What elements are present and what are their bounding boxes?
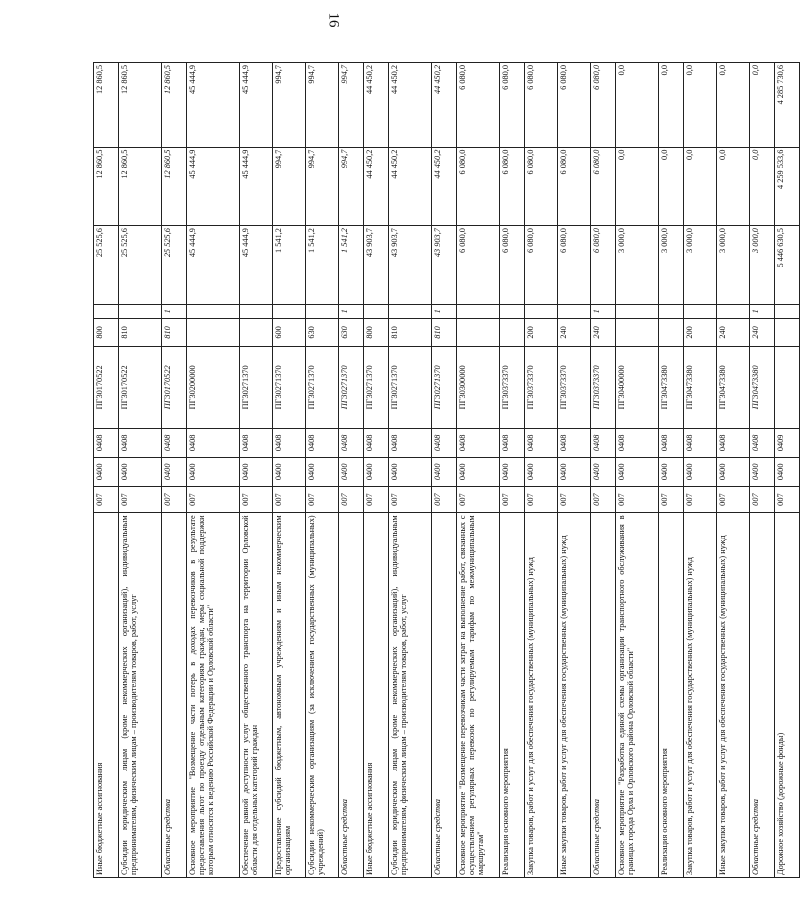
cell-c3: 0408 (616, 428, 659, 457)
cell-v1: 43 903,7 (432, 226, 457, 304)
cell-v2: 44 450,2 (364, 147, 389, 225)
cell-v1: 1 541,2 (273, 226, 306, 304)
cell-v2: 45 444,9 (187, 147, 240, 225)
cell-c3: 0409 (775, 428, 800, 457)
cell-name: Областные средства (339, 513, 364, 878)
cell-v2: 6 080,0 (591, 147, 616, 225)
cell-c3: 0408 (750, 428, 775, 457)
cell-c4: ПГ30400000 (616, 346, 659, 428)
cell-c1: 007 (750, 486, 775, 513)
cell-c1: 007 (162, 486, 187, 513)
cell-v3: 0,0 (659, 63, 684, 148)
cell-name: Иные закупки товаров, работ и услуг для обеспечения государственных (муниципальных) нужд (717, 513, 750, 878)
cell-v3: 6 080,0 (457, 63, 500, 148)
cell-v2: 44 450,2 (432, 147, 457, 225)
cell-c5: 800 (364, 319, 389, 347)
cell-v1: 25 525,6 (162, 226, 187, 304)
cell-v3: 994,7 (306, 63, 339, 148)
cell-v3: 44 450,2 (389, 63, 432, 148)
cell-c3: 0408 (525, 428, 558, 457)
cell-c3: 0408 (558, 428, 591, 457)
cell-c1: 007 (339, 486, 364, 513)
cell-v2: 0,0 (717, 147, 750, 225)
cell-c2: 0400 (750, 457, 775, 486)
cell-v3: 994,7 (273, 63, 306, 148)
cell-c3: 0408 (94, 428, 119, 457)
cell-v3: 6 080,0 (525, 63, 558, 148)
cell-v1: 6 080,0 (558, 226, 591, 304)
cell-c1: 007 (775, 486, 800, 513)
table-row (775, 63, 800, 878)
cell-c4: ПГ30271370 (339, 346, 364, 428)
cell-v1: 3 000,0 (659, 226, 684, 304)
cell-c4: ПГ30271370 (432, 346, 457, 428)
cell-c3: 0408 (457, 428, 500, 457)
table-row (591, 63, 616, 878)
cell-v1: 1 541,2 (306, 226, 339, 304)
cell-c3: 0408 (162, 428, 187, 457)
cell-c2: 0400 (525, 457, 558, 486)
cell-c3: 0408 (591, 428, 616, 457)
cell-c4: ПГ30170522 (162, 346, 187, 428)
cell-c2: 0400 (500, 457, 525, 486)
cell-c6: 1 (432, 304, 457, 318)
cell-c4: ПГ30271370 (364, 346, 389, 428)
cell-c4: ПГ30373370 (525, 346, 558, 428)
cell-v1: 45 444,9 (240, 226, 273, 304)
cell-name: Основное мероприятие "Возмещение части потерь в доходах перевозчиков в результате предоставления льгот по проезду отдельным категориям граждан, меры социальной поддержки которым относятся к ведению Российской Федерации и Орловской области" (187, 513, 240, 878)
cell-c6 (659, 304, 684, 318)
cell-c6 (616, 304, 659, 318)
cell-name: Реализация основного мероприятия (500, 513, 525, 878)
cell-c5: 810 (432, 319, 457, 347)
cell-c6 (240, 304, 273, 318)
cell-v3: 0,0 (717, 63, 750, 148)
cell-c2: 0400 (432, 457, 457, 486)
cell-c1: 007 (457, 486, 500, 513)
cell-c4: ПГ30373370 (500, 346, 525, 428)
cell-c3: 0408 (119, 428, 162, 457)
cell-c5 (187, 319, 240, 347)
cell-c3: 0408 (684, 428, 717, 457)
cell-v1: 6 080,0 (525, 226, 558, 304)
cell-c6 (187, 304, 240, 318)
cell-name: Субсидии юридическим лицам (кроме некоммерческих организаций), индивидуальным предпринимателям, физическим лицам – производителям товаров, работ, услуг (389, 513, 432, 878)
cell-v1: 3 000,0 (684, 226, 717, 304)
cell-v3: 44 450,2 (364, 63, 389, 148)
table-row (339, 63, 364, 878)
cell-name: Реализация основного мероприятия (659, 513, 684, 878)
table-row (119, 63, 162, 878)
cell-name: Областные средства (162, 513, 187, 878)
cell-c5: 800 (94, 319, 119, 347)
cell-c6 (684, 304, 717, 318)
cell-c2: 0400 (240, 457, 273, 486)
cell-c5 (616, 319, 659, 347)
cell-v1: 25 525,6 (94, 226, 119, 304)
cell-c4: ПГ30373370 (558, 346, 591, 428)
cell-c4: ПГ30200000 (187, 346, 240, 428)
cell-c1: 007 (364, 486, 389, 513)
cell-c1: 007 (591, 486, 616, 513)
cell-c2: 0400 (684, 457, 717, 486)
cell-c4: ПГ30271370 (273, 346, 306, 428)
cell-c6: 1 (339, 304, 364, 318)
cell-v2: 0,0 (684, 147, 717, 225)
cell-c3: 0408 (432, 428, 457, 457)
cell-c5 (240, 319, 273, 347)
cell-v3: 12 860,5 (162, 63, 187, 148)
page-number-text: 16 (325, 12, 342, 28)
cell-c2: 0400 (273, 457, 306, 486)
table-row (457, 63, 500, 878)
cell-c5: 630 (306, 319, 339, 347)
cell-c6 (389, 304, 432, 318)
cell-v2: 12 860,5 (119, 147, 162, 225)
cell-v3: 0,0 (684, 63, 717, 148)
cell-c3: 0408 (717, 428, 750, 457)
cell-c4: ПГ30271370 (306, 346, 339, 428)
table-row (558, 63, 591, 878)
cell-c5 (775, 319, 800, 347)
table-row (306, 63, 339, 878)
table-row (187, 63, 240, 878)
cell-c6 (364, 304, 389, 318)
cell-v2: 4 259 533,6 (775, 147, 800, 225)
cell-c4: ПГ30170522 (94, 346, 119, 428)
cell-v1: 6 080,0 (591, 226, 616, 304)
cell-v2: 6 080,0 (558, 147, 591, 225)
cell-v3: 6 080,0 (558, 63, 591, 148)
cell-c5: 200 (684, 319, 717, 347)
table-row (240, 63, 273, 878)
cell-v2: 12 860,5 (94, 147, 119, 225)
cell-v3: 6 080,0 (500, 63, 525, 148)
cell-name: Субсидии некоммерческим организациям (за исключением государственных (муниципальных) учреждений) (306, 513, 339, 878)
cell-c5: 240 (750, 319, 775, 347)
cell-v2: 0,0 (659, 147, 684, 225)
cell-c1: 007 (306, 486, 339, 513)
cell-c4: ПГ30300000 (457, 346, 500, 428)
cell-v1: 43 903,7 (389, 226, 432, 304)
cell-c2: 0400 (364, 457, 389, 486)
cell-c6 (558, 304, 591, 318)
cell-v1: 25 525,6 (119, 226, 162, 304)
rotated-page (93, 62, 800, 878)
cell-name: Областные средства (432, 513, 457, 878)
cell-v2: 6 080,0 (457, 147, 500, 225)
cell-c1: 007 (273, 486, 306, 513)
cell-c6 (525, 304, 558, 318)
cell-c2: 0400 (717, 457, 750, 486)
cell-c1: 007 (94, 486, 119, 513)
cell-c3: 0408 (240, 428, 273, 457)
cell-v2: 994,7 (306, 147, 339, 225)
cell-v1: 3 000,0 (616, 226, 659, 304)
cell-v2: 6 080,0 (500, 147, 525, 225)
cell-v3: 6 080,0 (591, 63, 616, 148)
cell-name: Областные средства (750, 513, 775, 878)
cell-v3: 12 860,5 (119, 63, 162, 148)
cell-c4: ПГ30473380 (684, 346, 717, 428)
cell-c2: 0400 (94, 457, 119, 486)
cell-c1: 007 (558, 486, 591, 513)
cell-name: Субсидии юридическим лицам (кроме некоммерческих организаций), индивидуальным предпринимателям, физическим лицам – производителям товаров, работ, услуг (119, 513, 162, 878)
cell-c4 (775, 346, 800, 428)
cell-c5 (457, 319, 500, 347)
table-row (162, 63, 187, 878)
cell-c3: 0408 (273, 428, 306, 457)
cell-v2: 12 860,5 (162, 147, 187, 225)
table-row (717, 63, 750, 878)
cell-v3: 0,0 (750, 63, 775, 148)
cell-v2: 0,0 (750, 147, 775, 225)
cell-c4: ПГ30271370 (389, 346, 432, 428)
cell-v3: 44 450,2 (432, 63, 457, 148)
cell-c2: 0400 (775, 457, 800, 486)
cell-name: Иные закупки товаров, работ и услуг для обеспечения государственных (муниципальных) нужд (558, 513, 591, 878)
table-row (684, 63, 717, 878)
table-body (94, 63, 800, 878)
cell-c5: 200 (525, 319, 558, 347)
cell-c6: 1 (750, 304, 775, 318)
cell-c4: ПГ30170522 (119, 346, 162, 428)
cell-v2: 994,7 (339, 147, 364, 225)
cell-c1: 007 (616, 486, 659, 513)
cell-c6 (119, 304, 162, 318)
cell-c6 (717, 304, 750, 318)
cell-c5 (659, 319, 684, 347)
cell-c4: ПГ30271370 (240, 346, 273, 428)
cell-c6 (500, 304, 525, 318)
table-row (94, 63, 119, 878)
cell-name: Закупка товаров, работ и услуг для обеспечения государственных (муниципальных) нужд (525, 513, 558, 878)
cell-v1: 3 000,0 (717, 226, 750, 304)
cell-c2: 0400 (616, 457, 659, 486)
cell-c3: 0408 (339, 428, 364, 457)
cell-c5: 810 (119, 319, 162, 347)
cell-v2: 0,0 (616, 147, 659, 225)
cell-name: Иные бюджетные ассигнования (94, 513, 119, 878)
cell-c3: 0408 (187, 428, 240, 457)
cell-c5: 600 (273, 319, 306, 347)
cell-c1: 007 (432, 486, 457, 513)
cell-v3: 12 860,5 (94, 63, 119, 148)
cell-c6: 1 (591, 304, 616, 318)
cell-c2: 0400 (119, 457, 162, 486)
cell-c2: 0400 (558, 457, 591, 486)
cell-c6 (273, 304, 306, 318)
cell-name: Предоставление субсидий бюджетным, автономным учреждениям и иным некоммерческим организациям (273, 513, 306, 878)
cell-c2: 0400 (187, 457, 240, 486)
cell-c5: 240 (558, 319, 591, 347)
cell-v1: 6 080,0 (500, 226, 525, 304)
cell-c1: 007 (389, 486, 432, 513)
table-row (525, 63, 558, 878)
cell-c6: 1 (162, 304, 187, 318)
cell-name: Обеспечение равной доступности услуг общественного транспорта на территории Орловской области для отдельных категорий граждан (240, 513, 273, 878)
cell-c3: 0408 (364, 428, 389, 457)
cell-c5: 630 (339, 319, 364, 347)
cell-c3: 0408 (500, 428, 525, 457)
cell-v3: 0,0 (616, 63, 659, 148)
cell-c5 (500, 319, 525, 347)
cell-c2: 0400 (339, 457, 364, 486)
cell-c1: 007 (240, 486, 273, 513)
cell-c5: 240 (591, 319, 616, 347)
cell-c6 (775, 304, 800, 318)
cell-v1: 3 000,0 (750, 226, 775, 304)
table-row (616, 63, 659, 878)
cell-name: Закупка товаров, работ и услуг для обеспечения государственных (муниципальных) нужд (684, 513, 717, 878)
cell-name: Областные средства (591, 513, 616, 878)
table-row (364, 63, 389, 878)
cell-c3: 0408 (306, 428, 339, 457)
cell-v1: 6 080,0 (457, 226, 500, 304)
cell-c6 (306, 304, 339, 318)
table-row (750, 63, 775, 878)
cell-c2: 0400 (659, 457, 684, 486)
cell-name: Дорожное хозяйство (дорожные фонды) (775, 513, 800, 878)
cell-v2: 44 450,2 (389, 147, 432, 225)
table-row (659, 63, 684, 878)
cell-v1: 5 446 630,5 (775, 226, 800, 304)
cell-c2: 0400 (162, 457, 187, 486)
cell-c4: ПГ30473380 (717, 346, 750, 428)
cell-v1: 43 903,7 (364, 226, 389, 304)
cell-v1: 45 444,9 (187, 226, 240, 304)
cell-c5: 240 (717, 319, 750, 347)
cell-c6 (94, 304, 119, 318)
cell-name: Иные бюджетные ассигнования (364, 513, 389, 878)
cell-v2: 6 080,0 (525, 147, 558, 225)
cell-c1: 007 (119, 486, 162, 513)
cell-c5: 810 (389, 319, 432, 347)
cell-c1: 007 (684, 486, 717, 513)
cell-c4: ПГ30473380 (659, 346, 684, 428)
cell-c4: ПГ30473380 (750, 346, 775, 428)
cell-c2: 0400 (591, 457, 616, 486)
table-row (389, 63, 432, 878)
cell-v2: 994,7 (273, 147, 306, 225)
table-row (500, 63, 525, 878)
cell-name: Основное мероприятие "Возмещение перевозчикам части затрат на выполнение работ, связанных с осуществлением регулярных перевозок по регулируемым тарифам по межмуниципальным маршрутам" (457, 513, 500, 878)
cell-c2: 0400 (457, 457, 500, 486)
cell-v1: 1 541,2 (339, 226, 364, 304)
cell-c1: 007 (717, 486, 750, 513)
cell-v3: 4 285 730,6 (775, 63, 800, 148)
table-row (432, 63, 457, 878)
cell-c3: 0408 (659, 428, 684, 457)
cell-c3: 0408 (389, 428, 432, 457)
cell-c6 (457, 304, 500, 318)
cell-v2: 45 444,9 (240, 147, 273, 225)
cell-c2: 0400 (306, 457, 339, 486)
cell-c1: 007 (659, 486, 684, 513)
cell-c5: 810 (162, 319, 187, 347)
table-row (273, 63, 306, 878)
cell-c2: 0400 (389, 457, 432, 486)
budget-table (93, 62, 800, 878)
cell-v3: 994,7 (339, 63, 364, 148)
cell-v3: 45 444,9 (240, 63, 273, 148)
cell-c1: 007 (525, 486, 558, 513)
cell-c4: ПГ30373370 (591, 346, 616, 428)
cell-c1: 007 (187, 486, 240, 513)
cell-v3: 45 444,9 (187, 63, 240, 148)
cell-name: Основное мероприятие "Разработка единой схемы организации транспортного обслуживания в границах города Орла и Орловского района Орловской области" (616, 513, 659, 878)
cell-c1: 007 (500, 486, 525, 513)
